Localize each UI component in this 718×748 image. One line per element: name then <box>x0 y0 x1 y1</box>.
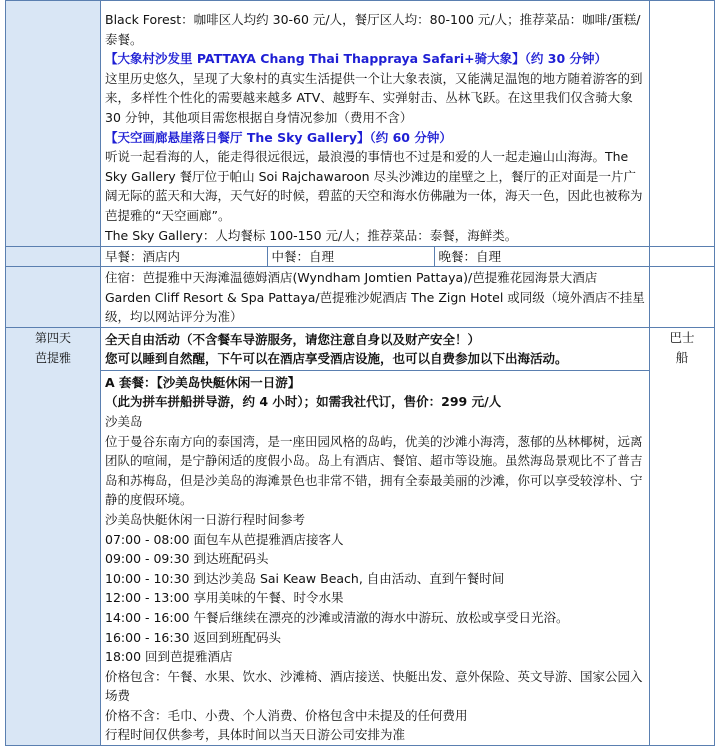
schedule-note: 行程时间仅供参考，具体时间以当天日游公司安排为准 <box>105 727 406 743</box>
day3-transport-cell-3 <box>650 267 715 328</box>
dinner: 晚餐：自理 <box>438 249 502 264</box>
day3-description-row <box>6 1 715 247</box>
day3-day-cell-3 <box>6 267 101 328</box>
day4-package-cell <box>101 370 650 745</box>
island-name: 沙美岛 <box>105 413 143 429</box>
schedule-title: 沙美岛快艇休闲一日游行程时间参考 <box>105 511 306 527</box>
day4-package-row <box>6 370 715 745</box>
price-includes: 价格包含：午餐、水果、饮水、沙滩椅、酒店接送、快艇出发、意外保险、英文导游、国家公园入场费 <box>105 668 643 704</box>
package-title: A 套餐：【沙美岛快艇休闲一日游】 <box>105 374 301 390</box>
schedule-item: 10:00 - 10:30 到达沙美岛 Sai Keaw Beach, 自由活动、直到午餐时间 <box>105 570 505 586</box>
lunch: 中餐：自理 <box>267 247 434 266</box>
day3-meals-cell <box>101 247 650 267</box>
schedule-item: 12:00 - 13:00 享用美味的午餐、时令水果 <box>105 590 344 606</box>
day3-hotel-row <box>6 267 715 328</box>
day3-description-cell <box>101 1 650 247</box>
meals-table <box>101 247 649 266</box>
day4-city-label: 芭提雅 <box>34 350 71 365</box>
optional-activity-notice: 您可以睡到自然醒，下午可以在酒店享受酒店设施，也可以自费参加以下出海活动。 <box>105 351 568 367</box>
itinerary-table <box>5 0 715 746</box>
hotel-info: 住宿：芭提雅中天海滩温德姆酒店(Wyndham Jomtien Pattaya)/芭提雅花园海景大酒店 Garden Cliff Resort & Spa Pattaya/芭提雅沙妮酒店 The Zign Hotel 或同级（境外酒店不挂星级，均以网站评分为准） <box>105 270 645 325</box>
day4-notice-cell <box>101 327 650 370</box>
sky-gallery-cost: The Sky Gallery：人均餐标 100-150 元/人；推荐菜品：泰餐，海鲜类。 <box>105 227 518 243</box>
day4-day-cell <box>6 327 101 745</box>
sky-gallery-desc: 听说一起看海的人，能走得很远很远，最浪漫的事情也不过是和爱的人一起走遍山山海海。The Sky Gallery 餐厅位于帕山 Soi Rajchawaroon 尽头沙滩边的崖壁之上，餐厅的正对面是一片广阔无际的蓝天和大海，天气好的时候，碧蓝的天空和海水仿佛融为一体，海天一色，因此也被称为芭提雅的“天空画廊”。 <box>105 149 643 223</box>
schedule-item: 14:00 - 16:00 午餐后继续在漂亮的沙滩或清澈的海水中游玩、放松或享受日光浴。 <box>105 609 569 625</box>
schedule-item: 09:00 - 09:30 到达班配码头 <box>105 551 269 567</box>
free-activity-notice: 全天自由活动（不含餐车导游服务，请您注意自身以及财产安全！） <box>105 331 481 347</box>
schedule-item: 18:00 回到芭提雅酒店 <box>105 649 233 665</box>
sky-gallery-title: 【天空画廊悬崖落日餐厅 The Sky Gallery】（约 60 分钟） <box>105 129 452 145</box>
schedule-item: 07:00 - 08:00 面包车从芭提雅酒店接客人 <box>105 531 344 547</box>
elephant-village-title: 【大象村沙发里 PATTAYA Chang Thai Thappraya Safari+骑大象】（约 30 分钟） <box>105 51 607 67</box>
day3-transport-cell <box>650 1 715 247</box>
elephant-village-desc: 这里历史悠久，呈现了大象村的真实生活提供一个让大象表演，又能满足温饱的地方随着游客的到来，多样性个性化的需要越来越多 ATV、越野车、实弹射击、丛林飞跃。在这里我们仅含骑大象 30 分钟，其他项目需您根据自身情况参加（费用不含） <box>105 70 643 125</box>
day3-meals-row <box>6 247 715 267</box>
breakfast: 早餐：酒店内 <box>101 247 267 266</box>
package-price: （此为拼车拼船拼导游，约 4 小时）；如需我社代订，售价：299 元/人 <box>105 394 502 410</box>
day4-notice-row <box>6 327 715 370</box>
day3-day-cell <box>6 1 101 247</box>
schedule-item: 16:00 - 16:30 返回到班配码头 <box>105 629 281 645</box>
island-desc: 位于曼谷东南方向的泰国湾，是一座田园风格的岛屿，优美的沙滩小海湾，葱郁的丛林椰树，远离团队的喧闹，是宁静闲适的度假小岛。岛上有酒店、餐馆、超市等设施。虽然海岛景观比不了普吉岛和苏梅岛，但是沙美岛的海滩景色也非常不错，拥有全泰最美丽的沙滩，你可以享受较淳朴、宁静的度假环境。 <box>105 433 643 508</box>
black-forest-info: Black Forest：咖啡区人均约 30-60 元/人，餐厅区人均：80-100 元/人；推荐菜品：咖啡/蛋糕/泰餐。 <box>105 12 641 47</box>
day3-hotel-cell <box>101 267 650 328</box>
day3-transport-cell-2 <box>650 247 715 267</box>
day4-transport: 巴士船 <box>669 329 695 365</box>
day3-day-cell-2 <box>6 247 101 267</box>
day4-transport-cell <box>650 327 715 745</box>
day4-day-label: 第四天 <box>34 330 71 345</box>
price-excludes: 价格不含：毛巾、小费、个人消费、价格包含中未提及的任何费用 <box>105 707 468 723</box>
